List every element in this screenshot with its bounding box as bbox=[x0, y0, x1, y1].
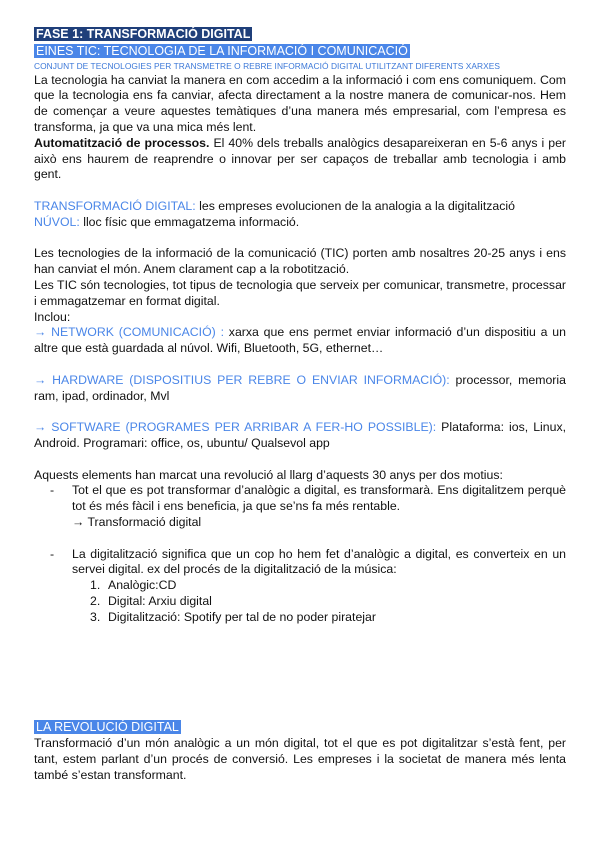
step-text: Digitalització: Spotify per tal de no poder piratejar bbox=[108, 609, 376, 624]
step-number: 3. bbox=[90, 609, 101, 624]
automatitzacio-text: El 40% dels treballs analògics desapareixeran en 5-6 anys i per això ens haurem de reaprendre o innovar per ser capaços de treballar amb tecnologia i amb gent. bbox=[34, 135, 567, 182]
heading-conjunt: CONJUNT DE TECNOLOGIES PER TRANSMETRE O REBRE INFORMACIÓ DIGITAL UTILITZANT DIFERENTS XARXES bbox=[34, 60, 501, 71]
software-term: → SOFTWARE (PROGRAMES PER ARRIBAR A FER-HO POSSIBLE): bbox=[34, 420, 437, 435]
intro-paragraph: La tecnologia ha canviat la manera en com accedim a la informació i com ens comuniquem. Com que la tecnologia ens fa canviar, afecta directament a la nostre manera de comunicar-nos. Hem de començar a veure aquestes temàtiques d’una manera més empresarial, com l’empresa es transforma, ja que va una mica més lent. bbox=[34, 72, 566, 134]
dash-bullet-2: - bbox=[50, 546, 55, 561]
step-item bbox=[90, 594, 566, 610]
reason-1-text: Tot el que es pot transformar d’analògic a digital, es transformarà. Ens digitalitzem perquè tot és més fàcil i ens beneficia, ja que se’ns fa més rentable. bbox=[72, 483, 566, 514]
heading-revolucio: LA REVOLUCIÓ DIGITAL bbox=[36, 720, 179, 735]
steps-list bbox=[72, 578, 566, 625]
hardware-term: → HARDWARE (DISPOSITIUS PER REBRE O ENVIAR INFORMACIÓ): bbox=[34, 372, 450, 387]
network-text: xarxa que ens permet enviar informació d’un dispositiu a un altre que està guardada al núvol. Wifi, Bluetooth, 5G, ethernet… bbox=[34, 325, 566, 356]
reason-2-text: La digitalització significa que un cop ho hem fet d’analògic a digital, es converteix en un servei digital. ex del procés de la digitalització de la música: bbox=[72, 546, 566, 577]
automatitzacio-term: Automatització de processos. bbox=[34, 135, 210, 150]
reason-item-2 bbox=[34, 547, 566, 626]
inclou-label: Inclou: bbox=[34, 309, 71, 324]
step-number: 2. bbox=[90, 593, 101, 608]
step-text: Digital: Arxiu digital bbox=[108, 593, 212, 608]
step-number: 1. bbox=[90, 578, 101, 593]
step-item bbox=[90, 578, 566, 594]
network-item bbox=[34, 325, 566, 357]
reason-item-1 bbox=[34, 483, 566, 530]
hardware-text: processor, memoria ram, ipad, ordinador, Mvl bbox=[34, 372, 566, 403]
reason-1-arrow: → Transformació digital bbox=[72, 514, 202, 529]
network-term: → NETWORK (COMUNICACIÓ) : bbox=[34, 325, 224, 340]
tic-paragraph: Les tecnologies de la informació de la comunicació (TIC) porten amb nosaltres 20-25 anys i ens han canviat el món. Anem clarament cap a la robotització. bbox=[34, 246, 566, 277]
heading-fase1: FASE 1: TRANSFORMACIÓ DIGITAL bbox=[36, 27, 251, 41]
tic-paragraph-2: Les TIC són tecnologies, tot tipus de tecnologia que serveix per comunicar, transmetre, processar i emmagatzemar en format digital. bbox=[34, 277, 566, 308]
software-item bbox=[34, 420, 566, 452]
elements-intro: Aquests elements han marcat una revolució al llarg d’aquests 30 anys per dos motius: bbox=[34, 467, 503, 482]
step-item bbox=[90, 610, 566, 626]
definition-nuvol bbox=[34, 215, 566, 231]
definition-transformacio bbox=[34, 199, 566, 215]
heading-eines-tic: EINES TIC: TECNOLOGIA DE LA INFORMACIÓ I COMUNICACIÓ bbox=[36, 43, 408, 58]
definition-nuvol-term: NÚVOL: bbox=[34, 214, 80, 229]
reasons-list bbox=[34, 483, 566, 625]
automatitzacio-paragraph bbox=[34, 136, 566, 183]
definition-transformacio-text: les empreses evolucionen de la analogia a la digitalització bbox=[195, 198, 515, 213]
hardware-item bbox=[34, 373, 566, 405]
definition-nuvol-text: lloc físic que emmagatzema informació. bbox=[79, 214, 300, 229]
software-text: Plataforma: ios, Linux, Android. Programari: office, os, ubuntu/ Qualsevol app bbox=[34, 420, 567, 450]
document-page bbox=[34, 27, 566, 784]
dash-bullet-1: - bbox=[50, 483, 55, 498]
revolucio-paragraph: Transformació d’un món analògic a un món digital, tot el que es pot digitalitzar s’està fent, per tant, estem parlant d’un procés de conversió. Les empreses i la societat de manera més lenta també s’estan transformant. bbox=[34, 736, 566, 782]
step-text: Analògic:CD bbox=[108, 578, 177, 593]
definition-transformacio-term: TRANSFORMACIÓ DIGITAL: bbox=[34, 198, 196, 213]
